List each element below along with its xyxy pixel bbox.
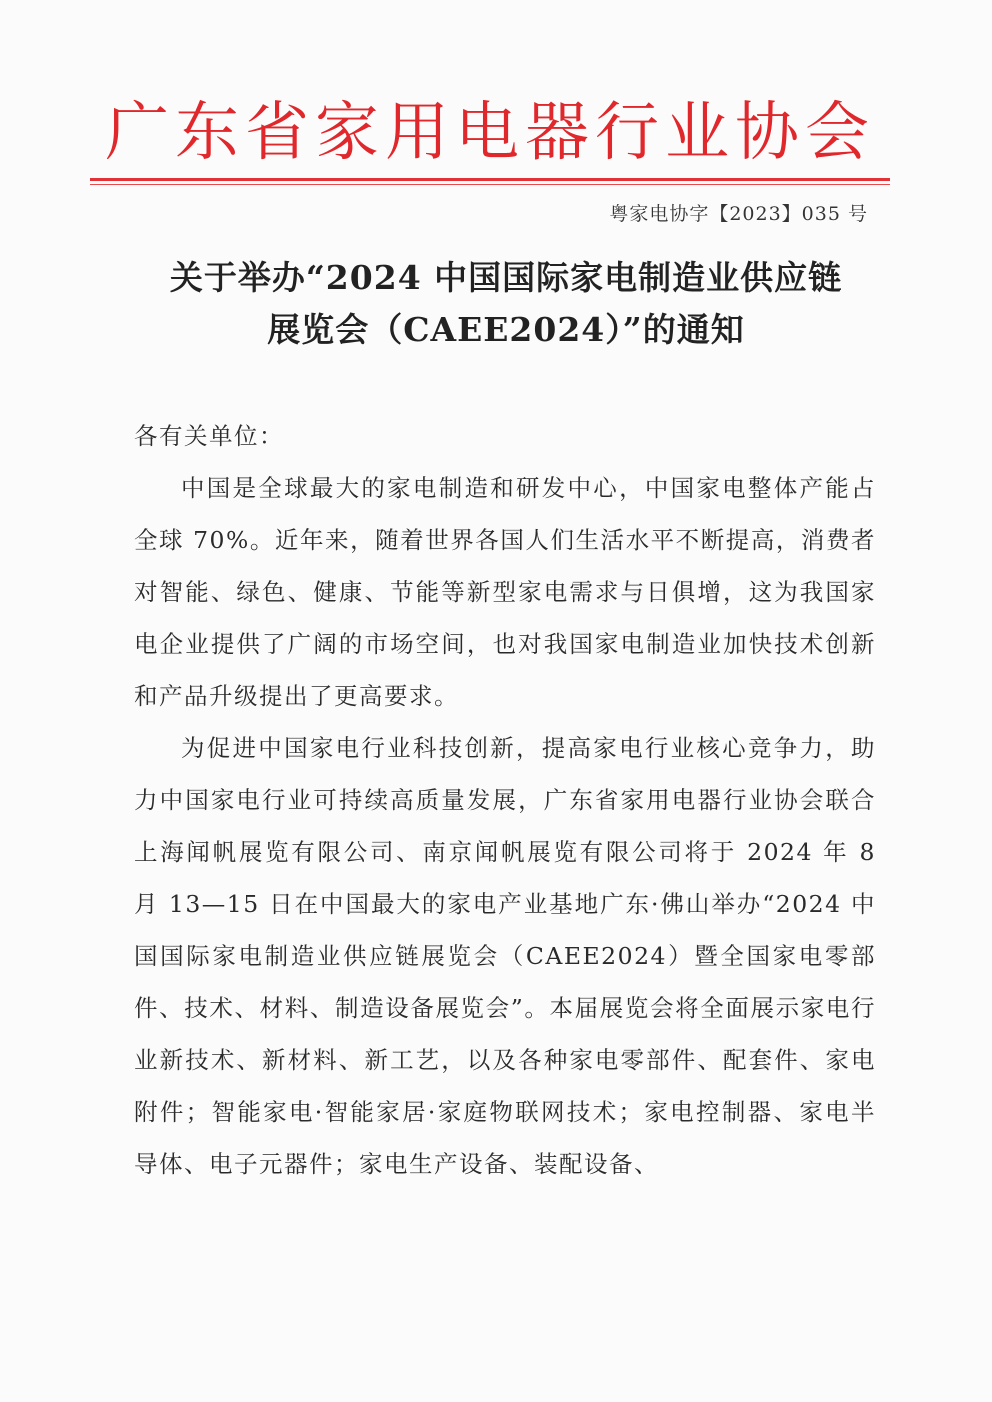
organization-letterhead: 广东省家用电器行业协会: [105, 96, 875, 170]
notice-title-line-1: 关于举办“2024 中国国际家电制造业供应链: [169, 258, 843, 297]
paragraph-2: 为促进中国家电行业科技创新，提高家电行业核心竞争力，助力中国家电行业可持续高质量发展，广东省家用电器行业协会联合上海闻帆展览有限公司、南京闻帆展览有限公司将于 2024 年 8 月 13—15 日在中国最大的家电产业基地广东·佛山举办“2024 中国国际家电制造业供应链展览会（CAEE2024）暨全国家电零部件、技术、材料、制造设备展览会”。本届展览会将全面展示家电行业新技术、新材料、新工艺，以及各种家电零部件、配套件、家电附件；智能家电·智能家居·家庭物联网技术；家电控制器、家电半导体、电子元器件；家电生产设备、装配设备、: [134, 734, 876, 1178]
notice-title-line-2: 展览会（CAEE2024）”的通知: [267, 310, 745, 349]
salutation: 各有关单位：: [134, 422, 284, 450]
letterhead-divider-thin: [90, 184, 890, 185]
document-number: 粤家电协字【2023】035 号: [609, 203, 868, 225]
paragraph-1: 中国是全球最大的家电制造和研发中心，中国家电整体产能占全球 70%。近年来，随着世界各国人们生活水平不断提高，消费者对智能、绿色、健康、节能等新型家电需求与日俱增，这为我国家电企业提供了广阔的市场空间，也对我国家电制造业加快技术创新和产品升级提出了更高要求。: [134, 474, 876, 710]
letterhead-divider: [90, 178, 890, 181]
notice-body: [134, 410, 876, 1190]
notice-title: [100, 252, 912, 356]
